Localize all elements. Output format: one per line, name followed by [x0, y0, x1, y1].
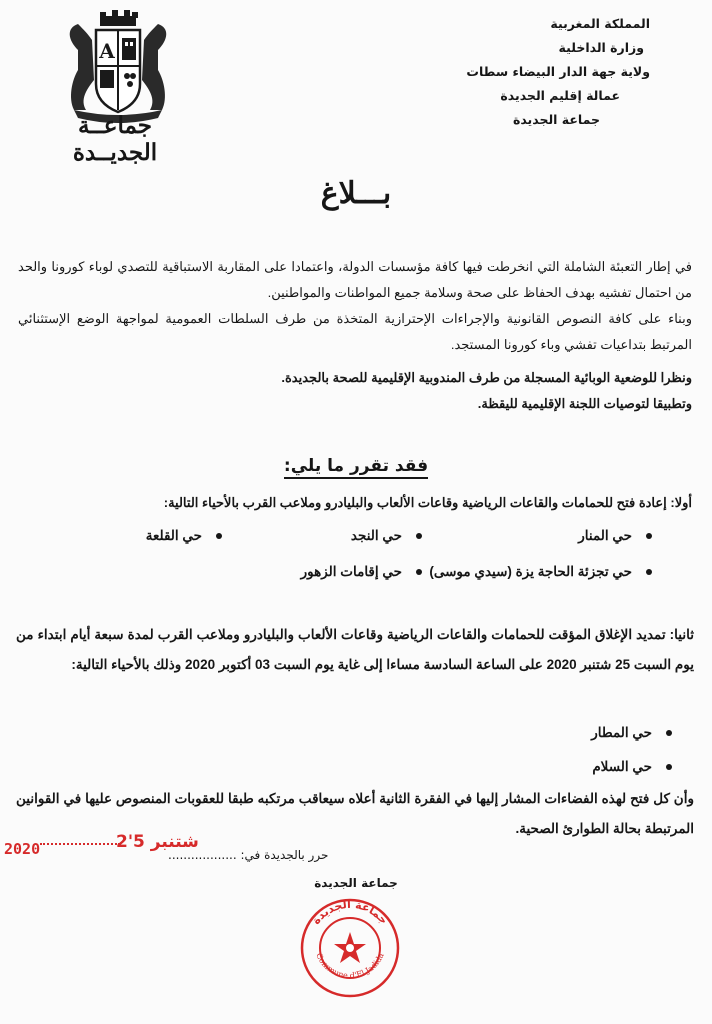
- intro-paragraph-3: ونظرا للوضعية الوبائية المسجلة من طرف المندوبية الإقليمية للصحة بالجديدة.: [281, 370, 692, 385]
- date-stamp-year: 2020: [4, 840, 41, 858]
- seal-latin-text: Commune d'El Jadida: [314, 951, 386, 981]
- official-header: [410, 12, 650, 132]
- decision-heading-text: فقد تقرر ما يلي:: [284, 456, 428, 479]
- section-2-text: ثانيا: تمديد الإغلاق المؤقت للحمامات والقاعات الرياضية وقاعات الألعاب والبليادرو وملاعب القرب لمدة سبعة أيام ابتداء من يوم السبت 25 شتنبر 2020 على الساعة السادسة مساءا إلى غاية يوم السبت 03 أكتوبر 2020 وذلك بالأحياء التالية:: [16, 627, 694, 672]
- list-item: حي إقامات الزهور: [301, 564, 422, 580]
- list-item: حي القلعة: [146, 528, 222, 544]
- header-wilaya: ولاية جهة الدار البيضاء سطات: [466, 64, 650, 79]
- section-1-heading: أولا: إعادة فتح للحمامات والقاعات الرياضية وقاعات الألعاب والبليادرو وملاعب القرب بالأحياء التالية:: [163, 495, 692, 510]
- signatory: جماعة الجديدة: [314, 876, 398, 890]
- bullet-icon: [646, 569, 652, 575]
- list-item: حي المطار: [591, 716, 672, 750]
- closing-paragraph: وأن كل فتح لهذه الفضاءات المشار إليها في الفقرة الثانية أعلاه سيعاقب مرتكبه طبقا للعقوبات المنصوص عليها في القوانين المرتبطة بحالة الطوارئ الصحية.: [16, 791, 694, 836]
- bullet-icon: [666, 764, 672, 770]
- intro-paragraph-2: وبناء على كافة النصوص القانونية والإجراءات الإحترازية المتخذة من طرف السلطات العمومية لمواجهة الوضع الإستثنائي المرتبط بتداعيات تفشي وباء كورونا المستجد.: [18, 311, 692, 352]
- issued-in-line: [168, 848, 328, 862]
- list-item: حي المنار: [578, 528, 652, 544]
- bullet-icon: [216, 533, 222, 539]
- svg-text:جماعة الجديدة: [309, 898, 390, 927]
- date-stamp-dots: [40, 843, 120, 845]
- seal-arabic-text: جماعة الجديدة: [309, 897, 391, 927]
- bullet-icon: [666, 730, 672, 736]
- list-item: حي السلام: [591, 750, 672, 784]
- official-seal-icon: [296, 894, 404, 998]
- decision-heading: [0, 456, 712, 476]
- header-kingdom: المملكة المغربية: [550, 16, 650, 31]
- list-item: حي النجد: [351, 528, 422, 544]
- section-1-list: [52, 528, 652, 588]
- bullet-icon: [416, 569, 422, 575]
- list-item: حي تجزئة الحاجة يزة (سيدي موسى): [429, 564, 652, 580]
- intro-paragraphs: [18, 254, 692, 417]
- issued-in-dots: ..................: [168, 848, 237, 862]
- intro-paragraph-4: وتطبيقا لتوصيات اللجنة الإقليمية لليقظة.: [477, 396, 692, 411]
- issued-in-label: حرر بالجديدة في:: [240, 848, 329, 862]
- page-title: بـــلاغ: [320, 176, 392, 211]
- intro-paragraph-1: في إطار التعبئة الشاملة التي انخرطت فيها كافة مؤسسات الدولة، واعتمادا على المقاربة الاستباقية للتصدي لوباء كورونا والحد من احتمال تفشيه بهدف الحفاظ على صحة وسلامة جميع المواطنات والمواطنين.: [18, 259, 692, 300]
- date-stamp-day: 2'5 شتنبر: [116, 832, 199, 852]
- section-2-list: [591, 716, 672, 784]
- svg-text:A: A: [99, 39, 115, 63]
- municipality-name-logo: جماعــة الجديــدة: [72, 112, 158, 166]
- header-commune: جماعة الجديدة: [512, 112, 600, 127]
- header-ministry: وزارة الداخلية: [558, 40, 644, 55]
- bullet-icon: [416, 533, 422, 539]
- bullet-icon: [646, 533, 652, 539]
- header-province: عمالة إقليم الجديدة: [500, 88, 620, 103]
